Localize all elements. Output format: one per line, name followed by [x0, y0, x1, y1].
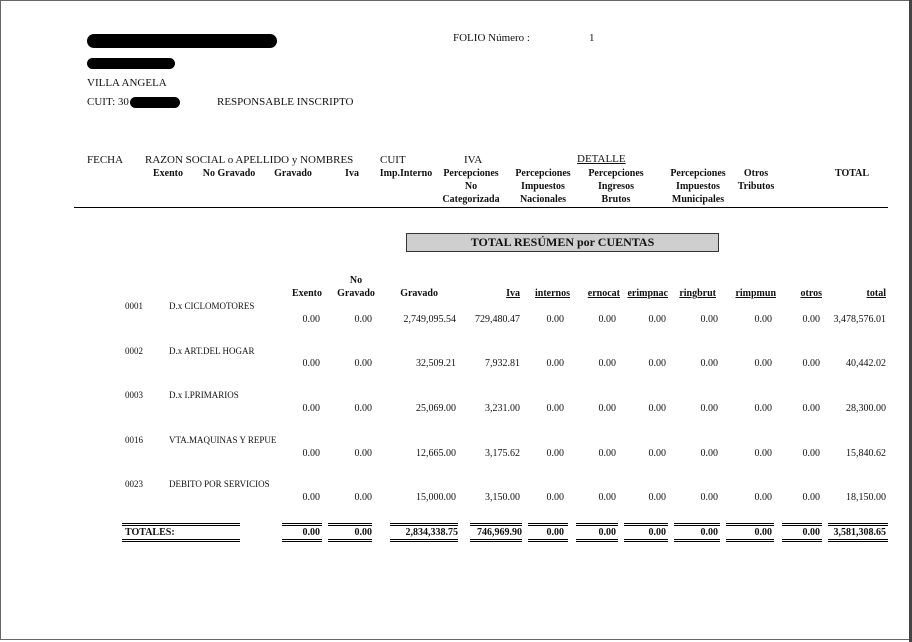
cuit-label: CUIT: 30: [87, 96, 129, 108]
sum-col-no-gravado: No Gravado: [337, 275, 375, 299]
sum-col-erimpnac: erimpnac: [627, 288, 668, 299]
total-exento: 0.00: [302, 527, 320, 538]
folio-label: FOLIO Número :: [453, 32, 530, 44]
totals-rule: [674, 523, 720, 526]
totals-rule: [390, 539, 458, 542]
total-otros: 0.00: [802, 527, 820, 538]
value-no-gravado: 0.00: [354, 358, 372, 369]
totals-rule: [282, 539, 322, 542]
value-gravado: 12,665.00: [416, 448, 456, 459]
value-gravado: 32,509.21: [416, 358, 456, 369]
value-erimpnac: 0.00: [648, 358, 666, 369]
value-ringbrut: 0.00: [700, 403, 718, 414]
totals-rule: [782, 539, 822, 542]
col-razon-social: RAZON SOCIAL o APELLIDO y NOMBRES: [145, 154, 354, 166]
folio-number: 1: [589, 32, 595, 44]
value-rimpmun: 0.00: [754, 448, 772, 459]
col-exento: Exento: [153, 168, 183, 179]
account-name: DEBITO POR SERVICIOS: [169, 479, 270, 489]
totals-rule: [328, 539, 372, 542]
total-ringbrut: 0.00: [700, 527, 718, 538]
value-ringbrut: 0.00: [700, 492, 718, 503]
col-iva: IVA: [464, 154, 483, 166]
value-internos: 0.00: [546, 492, 564, 503]
totals-label: TOTALES:: [125, 527, 175, 538]
account-code: 0016: [125, 435, 143, 445]
value-ringbrut: 0.00: [700, 314, 718, 325]
value-rimpmun: 0.00: [754, 403, 772, 414]
col-fecha: FECHA: [87, 154, 124, 166]
totals-rule: [828, 523, 888, 526]
sum-col-total: total: [866, 288, 886, 299]
col-iva2: Iva: [345, 168, 359, 179]
account-name: D.x CICLOMOTORES: [169, 301, 255, 311]
totals-rule: [726, 523, 774, 526]
value-no-gravado: 0.00: [354, 492, 372, 503]
value-no-gravado: 0.00: [354, 314, 372, 325]
sum-col-ernocat: ernocat: [587, 288, 620, 299]
account-code: 0003: [125, 390, 143, 400]
value-erimpnac: 0.00: [648, 492, 666, 503]
value-ringbrut: 0.00: [700, 448, 718, 459]
header-divider: [74, 207, 888, 208]
value-erimpnac: 0.00: [648, 403, 666, 414]
col-perc-no-categorizada: Percepciones No Categorizada: [442, 168, 500, 205]
sum-col-rimpmun: rimpmun: [735, 288, 776, 299]
totals-rule: [624, 539, 668, 542]
value-gravado: 15,000.00: [416, 492, 456, 503]
totals-rule: [726, 539, 774, 542]
value-exento: 0.00: [302, 403, 320, 414]
col-perc-impuestos-municipales: Percepciones Impuestos Municipales: [670, 168, 726, 205]
account-code: 0001: [125, 301, 143, 311]
col-cuit: CUIT: [380, 154, 406, 166]
totals-rule: [328, 523, 372, 526]
sum-col-iva: Iva: [506, 288, 520, 299]
value-rimpmun: 0.00: [754, 492, 772, 503]
value-internos: 0.00: [546, 403, 564, 414]
totals-rule: [828, 539, 888, 542]
account-name: VTA.MAQUINAS Y REPUE: [169, 435, 277, 445]
total-ernocat: 0.00: [598, 527, 616, 538]
summary-title: TOTAL RESÚMEN por CUENTAS: [406, 233, 719, 252]
totals-rule: [390, 523, 458, 526]
value-exento: 0.00: [302, 448, 320, 459]
redacted-cuit: [130, 97, 180, 108]
totals-rule: [528, 523, 568, 526]
value-total: 3,478,576.01: [833, 314, 886, 325]
value-internos: 0.00: [546, 314, 564, 325]
value-total: 40,442.02: [846, 358, 886, 369]
city: VILLA ANGELA: [87, 77, 167, 89]
col-gravado: Gravado: [274, 168, 312, 179]
tax-condition: RESPONSABLE INSCRIPTO: [217, 96, 354, 108]
totals-rule: [282, 523, 322, 526]
totals-rule: [122, 523, 240, 526]
value-total: 15,840.62: [846, 448, 886, 459]
value-internos: 0.00: [546, 448, 564, 459]
value-erimpnac: 0.00: [648, 448, 666, 459]
value-rimpmun: 0.00: [754, 314, 772, 325]
value-total: 18,150.00: [846, 492, 886, 503]
value-otros: 0.00: [802, 314, 820, 325]
value-ernocat: 0.00: [598, 492, 616, 503]
value-ernocat: 0.00: [598, 358, 616, 369]
sum-col-otros: otros: [800, 288, 822, 299]
value-gravado: 25,069.00: [416, 403, 456, 414]
value-ernocat: 0.00: [598, 403, 616, 414]
value-exento: 0.00: [302, 358, 320, 369]
value-no-gravado: 0.00: [354, 403, 372, 414]
value-gravado: 2,749,095.54: [403, 314, 456, 325]
value-exento: 0.00: [302, 492, 320, 503]
total-rimpmun: 0.00: [754, 527, 772, 538]
value-ernocat: 0.00: [598, 314, 616, 325]
account-code: 0002: [125, 346, 143, 356]
redacted-address: [87, 58, 175, 69]
totals-rule: [122, 539, 240, 542]
total-internos: 0.00: [546, 527, 564, 538]
value-no-gravado: 0.00: [354, 448, 372, 459]
sum-col-gravado: Gravado: [400, 288, 438, 299]
value-erimpnac: 0.00: [648, 314, 666, 325]
col-perc-ingresos-brutos: Percepciones Ingresos Brutos: [588, 168, 644, 205]
account-name: D.x ART.DEL HOGAR: [169, 346, 255, 356]
value-ringbrut: 0.00: [700, 358, 718, 369]
totals-rule: [470, 523, 522, 526]
col-imp-interno: Imp.Interno: [379, 168, 433, 179]
total-erimpnac: 0.00: [648, 527, 666, 538]
value-internos: 0.00: [546, 358, 564, 369]
value-exento: 0.00: [302, 314, 320, 325]
value-otros: 0.00: [802, 358, 820, 369]
value-iva: 3,231.00: [485, 403, 520, 414]
sum-col-internos: internos: [535, 288, 570, 299]
value-otros: 0.00: [802, 448, 820, 459]
totals-rule: [576, 539, 618, 542]
total-total: 3,581,308.65: [833, 527, 886, 538]
value-total: 28,300.00: [846, 403, 886, 414]
value-rimpmun: 0.00: [754, 358, 772, 369]
totals-rule: [674, 539, 720, 542]
total-no-gravado: 0.00: [354, 527, 372, 538]
totals-rule: [576, 523, 618, 526]
value-otros: 0.00: [802, 492, 820, 503]
total-gravado: 2,834,338.75: [405, 527, 458, 538]
account-name: D.x I.PRIMARIOS: [169, 390, 239, 400]
sum-col-ringbrut: ringbrut: [679, 288, 716, 299]
sum-col-exento: Exento: [292, 288, 322, 299]
value-iva: 729,480.47: [475, 314, 520, 325]
value-ernocat: 0.00: [598, 448, 616, 459]
totals-rule: [470, 539, 522, 542]
col-otros-tributos: Otros Tributos: [737, 168, 775, 192]
col-total: TOTAL: [834, 168, 870, 179]
col-no-gravado: No Gravado: [202, 168, 256, 179]
account-code: 0023: [125, 479, 143, 489]
totals-rule: [624, 523, 668, 526]
redacted-company-name: [87, 34, 277, 48]
totals-rule: [528, 539, 568, 542]
value-iva: 7,932.81: [485, 358, 520, 369]
total-iva: 746,969.90: [477, 527, 522, 538]
col-perc-impuestos-nacionales: Percepciones Impuestos Nacionales: [515, 168, 571, 205]
totals-rule: [782, 523, 822, 526]
col-detalle: DETALLE: [577, 153, 626, 165]
value-iva: 3,175.62: [485, 448, 520, 459]
value-otros: 0.00: [802, 403, 820, 414]
value-iva: 3,150.00: [485, 492, 520, 503]
